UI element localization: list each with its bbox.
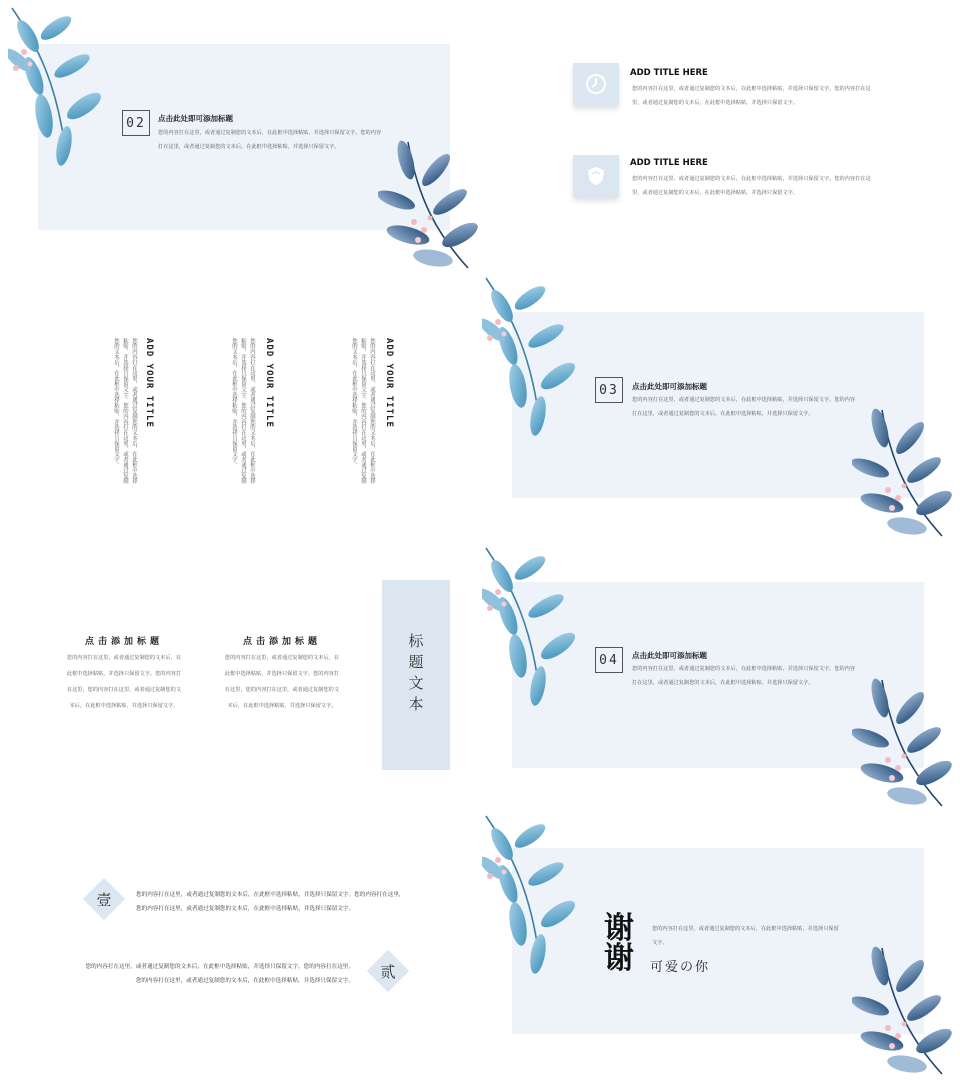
section-body[interactable]: 您的内容打在这里，或者通过复制您的文本后，在此框中选择粘贴，并选择只保留文字。您的内容打在这里，或者通过复制您的文本后，在此框中选择粘贴，并选择只保留文字。	[158, 130, 382, 150]
number-label: 壹	[96, 890, 112, 909]
feature-body[interactable]: 您的内容打在这里，或者通过复制您的文本后，在此框中选择粘贴，并选择只保留文字。您的内容打在这里，或者通过复制您的文本后，在此框中选择粘贴，并选择只保留文字。	[632, 176, 871, 196]
slide-numbered-points	[4, 814, 480, 1080]
slide-two-columns	[4, 544, 480, 810]
leaf-decoration-icon	[852, 408, 952, 538]
slide-section-03	[482, 274, 958, 540]
column-body[interactable]: 您的内容打在这里，或者通过复制您的文本后，在此框中选择粘贴，并选择只保留文字。您的内容打在这里，您的内容打在这里，或者通过复制您的文本后，在此框中选择粘贴，并选择只保留文字。	[66, 655, 182, 709]
slide-thanks	[482, 814, 958, 1080]
thanks-heading[interactable]: 谢谢	[604, 911, 634, 976]
feature-icon-box	[573, 63, 619, 105]
column-title[interactable]: 点击添加标题	[242, 637, 321, 647]
thanks-subtitle[interactable]: 可爱の你	[650, 960, 711, 975]
section-number: 03	[595, 377, 623, 403]
feature-body[interactable]: 您的内容打在这里，或者通过复制您的文本后，在此框中选择粘贴，并选择只保留文字。您的内容打在这里，或者通过复制您的文本后，在此框中选择粘贴，并选择只保留文字。	[632, 86, 871, 106]
section-body[interactable]: 您的内容打在这里，或者通过复制您的文本后，在此框中选择粘贴，并选择只保留文字。您的内容打在这里，或者通过复制您的文本后，在此框中选择粘贴，并选择只保留文字。	[632, 666, 856, 686]
column-body[interactable]: 您的内容打在这里，或者通过复制您的文本后，在此框中选择粘贴，并选择只保留文字。您的内容打在这里，您的内容打在这里，或者通过复制您的文本后，在此框中选择粘贴，并选择只保留文字。	[224, 655, 340, 709]
leaf-decoration-icon	[8, 6, 118, 166]
section-number: 02	[122, 110, 150, 136]
thanks-body[interactable]: 您的内容打在这里，或者通过复制您的文本后，在此框中选择粘贴，并选择只保留文字。	[652, 926, 839, 946]
point-text[interactable]: 您的内容打在这里，或者通过复制您的文本后，在此框中选择粘贴，并选择只保留文字。您的内容打在这里，您的内容打在这里，或者通过复制您的文本后，在此框中选择粘贴，并选择只保留文字。	[136, 892, 405, 912]
side-title[interactable]: 标题文本	[406, 633, 425, 717]
slide-vertical-columns	[4, 274, 480, 540]
leaf-decoration-icon	[482, 814, 592, 974]
section-title[interactable]: 点击此处即可添加标题	[632, 382, 707, 391]
section-body[interactable]: 您的内容打在这里，或者通过复制您的文本后，在此框中选择粘贴，并选择只保留文字。您的内容打在这里，或者通过复制您的文本后，在此框中选择粘贴，并选择只保留文字。	[632, 397, 856, 417]
side-title-bar	[382, 580, 450, 770]
leaf-decoration-icon	[852, 678, 952, 808]
leaf-decoration-icon	[482, 276, 592, 436]
feature-icon-box	[573, 155, 619, 197]
leaf-decoration-icon	[378, 140, 478, 270]
section-number: 04	[595, 647, 623, 673]
column-title[interactable]: ADD YOUR TITLE	[144, 338, 154, 428]
slide-section-04	[482, 544, 958, 810]
column-title[interactable]: 点击添加标题	[84, 637, 163, 647]
number-label: 贰	[380, 962, 396, 981]
column-body[interactable]: 您的内容打在这里，或者通过复制您的文本后，在此框中选择粘贴，并选择只保留文字。您的内容打在这里，或者通过复制您的文本后，在此框中选择粘贴，并选择只保留文字。	[351, 338, 375, 484]
column-body[interactable]: 您的内容打在这里，或者通过复制您的文本后，在此框中选择粘贴，并选择只保留文字。您的内容打在这里，或者通过复制您的文本后，在此框中选择粘贴，并选择只保留文字。	[113, 338, 137, 484]
section-title[interactable]: 点击此处即可添加标题	[158, 114, 233, 123]
leaf-decoration-icon	[482, 546, 592, 706]
column-title[interactable]: ADD YOUR TITLE	[384, 338, 394, 428]
slide-features	[482, 4, 958, 270]
column-title[interactable]: ADD YOUR TITLE	[264, 338, 274, 428]
point-text[interactable]: 您的内容打在这里，或者通过复制您的文本后，在此框中选择粘贴，并选择只保留文字。您的内容打在这里，您的内容打在这里，或者通过复制您的文本后，在此框中选择粘贴，并选择只保留文字。	[85, 964, 354, 984]
feature-title[interactable]: ADD TITLE HERE	[630, 68, 708, 78]
section-title[interactable]: 点击此处即可添加标题	[632, 651, 707, 660]
clock-icon	[585, 73, 607, 95]
slide-section-02	[4, 4, 480, 270]
column-body[interactable]: 您的内容打在这里，或者通过复制您的文本后，在此框中选择粘贴，并选择只保留文字。您的内容打在这里，或者通过复制您的文本后，在此框中选择粘贴，并选择只保留文字。	[231, 338, 255, 484]
leaf-decoration-icon	[852, 946, 952, 1076]
shield-icon	[587, 166, 605, 186]
feature-title[interactable]: ADD TITLE HERE	[630, 158, 708, 168]
